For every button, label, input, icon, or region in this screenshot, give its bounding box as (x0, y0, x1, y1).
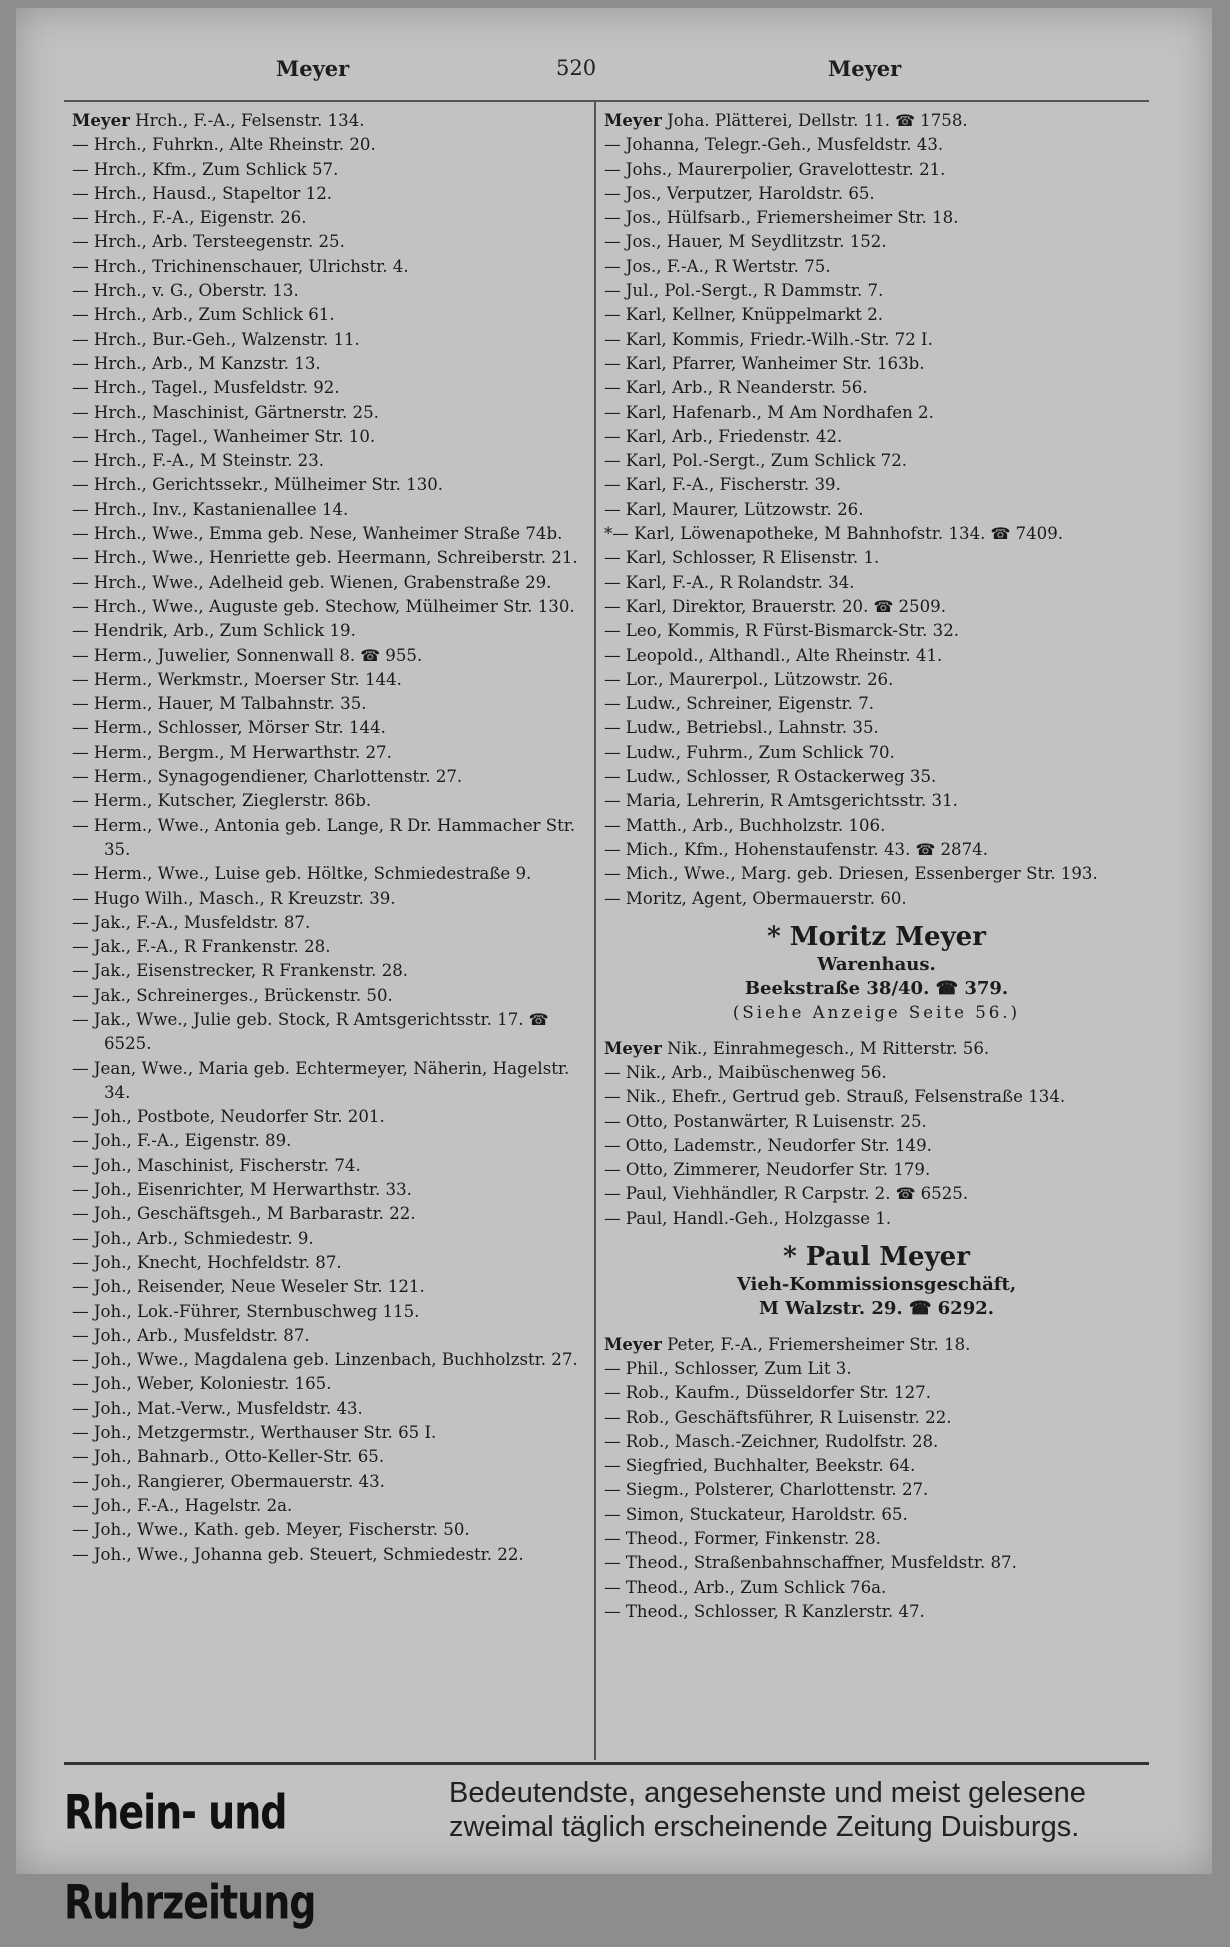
entry-text: — Matth., Arb., Buchholzstr. 106. (604, 815, 886, 835)
entry-surname: Meyer (604, 110, 662, 130)
directory-entry (604, 1454, 1149, 1478)
directory-entry (604, 376, 1149, 400)
directory-entry (72, 595, 582, 619)
directory-entry (72, 1129, 582, 1153)
entry-text: — Hrch., Trichinenschauer, Ulrichstr. 4. (72, 256, 409, 276)
directory-entry (72, 546, 582, 570)
entry-text: — Karl, Arb., Friedenstr. 42. (604, 426, 843, 446)
directory-entry (72, 182, 582, 206)
directory-entry (604, 1182, 1149, 1206)
directory-entry (604, 522, 1149, 546)
ad-phone: 6292. (937, 1298, 995, 1320)
directory-entry (72, 376, 582, 400)
directory-entry (72, 984, 582, 1008)
directory-entry (604, 1332, 1149, 1357)
directory-entry (72, 887, 582, 911)
entry-text: — Phil., Schlosser, Zum Lit 3. (604, 1358, 852, 1378)
entry-text: — Herm., Hauer, M Talbahnstr. 35. (72, 694, 367, 714)
phone-icon: ☎ (868, 596, 899, 616)
directory-entry (604, 1600, 1149, 1624)
entry-text: — Joh., Wwe., Magdalena geb. Linzenbach, Buchholzstr. 27. (72, 1350, 578, 1370)
directory-entry (72, 644, 582, 668)
directory-entry (72, 619, 582, 643)
entry-text: — Karl, Pfarrer, Wanheimer Str. 163b. (604, 353, 925, 373)
directory-entry (72, 668, 582, 692)
directory-entry (72, 401, 582, 425)
directory-entry (72, 230, 582, 254)
entry-text: — Herm., Bergm., M Herwarthstr. 27. (72, 742, 392, 762)
directory-entry (604, 1551, 1149, 1575)
entry-text: — Paul, Handl.-Geh., Holzgasse 1. (604, 1208, 892, 1228)
entry-text: — Hrch., Arb., M Kanzstr. 13. (72, 353, 321, 373)
directory-entry (604, 425, 1149, 449)
directory-entry (604, 1381, 1149, 1405)
entry-text: — Theod., Arb., Zum Schlick 76a. (604, 1577, 887, 1597)
directory-entry (604, 765, 1149, 789)
directory-entry (604, 862, 1149, 886)
directory-entry (604, 1357, 1149, 1381)
entry-text: *— Karl, Löwenapotheke, M Bahnhofstr. 134. (604, 524, 986, 544)
directory-entry (604, 1503, 1149, 1527)
directory-entry (72, 1227, 582, 1251)
entry-text: — Nik., Ehefr., Gertrud geb. Strauß, Felsenstraße 134. (604, 1087, 1066, 1107)
entry-text: — Otto, Postanwärter, R Luisenstr. 25. (604, 1111, 927, 1131)
entry-text: — Ludw., Betriebsl., Lahnstr. 35. (604, 718, 879, 738)
entry-text: — Mich., Kfm., Hohenstaufenstr. 43. (604, 839, 911, 859)
entry-text: — Jak., Eisenstrecker, R Frankenstr. 28. (72, 961, 409, 981)
directory-entry (604, 255, 1149, 279)
entry-surname: Meyer (72, 110, 130, 130)
entry-text: — Herm., Kutscher, Zieglerstr. 86b. (72, 791, 372, 811)
directory-entry (604, 887, 1149, 911)
entry-text: — Leo, Kommis, R Fürst-Bismarck-Str. 32. (604, 621, 960, 641)
entry-text: — Lor., Maurerpol., Lützowstr. 26. (604, 669, 894, 689)
entry-text: — Joh., Arb., Schmiedestr. 9. (72, 1228, 314, 1248)
entry-surname: Meyer (604, 1037, 662, 1058)
newspaper-tagline (449, 1776, 1149, 1844)
directory-entry (72, 1300, 582, 1324)
page-header (16, 56, 1212, 96)
directory-entry (72, 741, 582, 765)
entry-text: — Herm., Juwelier, Sonnenwall 8. (72, 645, 356, 665)
directory-entry (604, 789, 1149, 813)
entry-text: — Jos., F.-A., R Wertstr. 75. (604, 256, 831, 276)
entry-surname: Meyer (604, 1333, 662, 1354)
directory-page (16, 8, 1212, 1930)
ad-street: Beekstraße 38/40. (744, 978, 930, 1000)
entry-text: — Karl, F.-A., Fischerstr. 39. (604, 475, 841, 495)
page-number: 520 (556, 56, 597, 80)
directory-entry (604, 182, 1149, 206)
directory-entry (72, 1178, 582, 1202)
entry-text: — Hrch., Gerichtssekr., Mülheimer Str. 130. (72, 475, 444, 495)
directory-entry (604, 1061, 1149, 1085)
entry-text: — Simon, Stuckateur, Haroldstr. 65. (604, 1504, 908, 1524)
entry-text: — Herm., Schlosser, Mörser Str. 144. (72, 718, 386, 738)
phone-icon: ☎ (908, 1298, 932, 1320)
directory-entry (72, 133, 582, 157)
entry-text: — Karl, Kellner, Knüppelmarkt 2. (604, 305, 884, 325)
entry-text: — Siegm., Polsterer, Charlottenstr. 27. (604, 1480, 929, 1500)
entry-text: — Johanna, Telegr.-Geh., Musfeldstr. 43. (604, 135, 944, 155)
directory-entry (604, 814, 1149, 838)
header-rule (64, 100, 1149, 102)
phone-icon: ☎ (935, 978, 959, 1000)
entry-text: — Jak., F.-A., Musfeldstr. 87. (72, 912, 311, 932)
directory-entry (72, 1202, 582, 1226)
entry-text: — Karl, Pol.-Sergt., Zum Schlick 72. (604, 451, 908, 471)
entry-text: — Joh., Reisender, Neue Weseler Str. 121. (72, 1277, 425, 1297)
directory-entry (72, 1372, 582, 1396)
directory-entry (72, 911, 582, 935)
tagline-line-2: zweimal täglich erscheinende Zeitung Duisburgs. (449, 1811, 1080, 1843)
entry-text: — Nik., Arb., Maibüschenweg 56. (604, 1062, 887, 1082)
entry-text: — Rob., Masch.-Zeichner, Rudolfstr. 28. (604, 1431, 939, 1451)
entry-text: — Moritz, Agent, Obermauerstr. 60. (604, 888, 907, 908)
directory-entry (604, 838, 1149, 862)
entry-text: — Joh., Bahnarb., Otto-Keller-Str. 65. (72, 1447, 385, 1467)
directory-entry (604, 1036, 1149, 1061)
right-column (604, 108, 1149, 1624)
directory-entry (72, 959, 582, 983)
directory-entry (604, 108, 1149, 133)
directory-entry (604, 230, 1149, 254)
entry-text: — Herm., Synagogendiener, Charlottenstr. 27. (72, 767, 463, 787)
directory-entry (604, 692, 1149, 716)
directory-entry (72, 1324, 582, 1348)
entry-text: — Joh., Postbote, Neudorfer Str. 201. (72, 1107, 385, 1127)
directory-entry (604, 206, 1149, 230)
directory-entry (604, 303, 1149, 327)
ad-note: (Siehe Anzeige Seite 56.) (732, 1003, 1021, 1023)
directory-entry (72, 1421, 582, 1445)
directory-entry (72, 716, 582, 740)
entry-phone: 7409. (1015, 524, 1064, 544)
entry-text: — Jos., Hauer, M Seydlitzstr. 152. (604, 232, 887, 252)
phone-icon: ☎ (523, 1009, 549, 1029)
directory-entry (604, 1527, 1149, 1551)
directory-entry (72, 279, 582, 303)
directory-entry (72, 206, 582, 230)
entry-text: — Herm., Werkmstr., Moerser Str. 144. (72, 669, 402, 689)
directory-entry (604, 1430, 1149, 1454)
directory-entry (604, 668, 1149, 692)
entry-text: — Hrch., Kfm., Zum Schlick 57. (72, 159, 339, 179)
entry-phone: 1758. (920, 111, 968, 130)
directory-entry (72, 935, 582, 959)
ad-phone: 379. (964, 978, 1009, 1000)
directory-entry (604, 133, 1149, 157)
entry-text: Joha. Plätterei, Dellstr. 11. (667, 111, 891, 130)
directory-entry (604, 1158, 1149, 1182)
directory-entry (604, 716, 1149, 740)
entry-text: — Karl, Hafenarb., M Am Nordhafen 2. (604, 402, 934, 422)
directory-entry (72, 814, 582, 863)
phone-icon: ☎ (890, 1184, 921, 1204)
directory-entry (604, 1576, 1149, 1600)
directory-entry (72, 765, 582, 789)
ad-title: * Moritz Meyer (767, 921, 986, 952)
entry-text: — Hrch., Arb. Tersteegenstr. 25. (72, 232, 345, 252)
entry-text: — Joh., Maschinist, Fischerstr. 74. (72, 1155, 361, 1175)
entry-text: — Herm., Wwe., Luise geb. Höltke, Schmiedestraße 9. (72, 864, 532, 884)
entry-text: — Herm., Wwe., Antonia geb. Lange, R Dr. Hammacher Str. 35. (72, 815, 576, 859)
entry-text: — Maria, Lehrerin, R Amtsgerichtsstr. 31. (604, 791, 958, 811)
entry-text: — Joh., Wwe., Johanna geb. Steuert, Schmiedestr. 22. (72, 1544, 524, 1564)
footer-rule (64, 1762, 1149, 1765)
entry-text: Nik., Einrahmegesch., M Ritterstr. 56. (667, 1038, 990, 1058)
right-entries-b (604, 1036, 1149, 1231)
entry-text: — Joh., Weber, Koloniestr. 165. (72, 1374, 332, 1394)
entry-text: Peter, F.-A., Friemersheimer Str. 18. (667, 1334, 971, 1354)
entry-text: — Jak., Wwe., Julie geb. Stock, R Amtsgerichtsstr. 17. (72, 1009, 524, 1029)
directory-entry (72, 473, 582, 497)
directory-entry (604, 449, 1149, 473)
entry-text: — Hrch., Inv., Kastanienallee 14. (72, 499, 349, 519)
ad-title: * Paul Meyer (783, 1242, 970, 1273)
directory-entry (604, 644, 1149, 668)
ad-address (604, 1297, 1149, 1321)
directory-entry (604, 619, 1149, 643)
directory-entry (72, 1494, 582, 1518)
directory-entry (604, 1207, 1149, 1231)
directory-entry (604, 1478, 1149, 1502)
phone-icon: ☎ (985, 524, 1016, 544)
entry-text: — Joh., Lok.-Führer, Sternbuschweg 115. (72, 1301, 420, 1321)
entry-text: — Otto, Lademstr., Neudorfer Str. 149. (604, 1135, 932, 1155)
directory-entry (604, 571, 1149, 595)
entry-phone: 2509. (898, 596, 946, 616)
directory-entry (604, 279, 1149, 303)
directory-entry (72, 789, 582, 813)
entry-text: — Hrch., Tagel., Musfeldstr. 92. (72, 378, 340, 398)
directory-entry (72, 352, 582, 376)
directory-entry (72, 1105, 582, 1129)
entry-text: — Joh., F.-A., Hagelstr. 2a. (72, 1495, 293, 1515)
directory-entry (72, 692, 582, 716)
entry-text: — Rob., Geschäftsführer, R Luisenstr. 22. (604, 1407, 952, 1427)
entry-text: — Ludw., Schreiner, Eigenstr. 7. (604, 694, 875, 714)
phone-icon: ☎ (910, 839, 941, 859)
directory-entry (604, 401, 1149, 425)
ad-street: M Walzstr. 29. (758, 1298, 903, 1320)
entry-text: — Theod., Schlosser, R Kanzlerstr. 47. (604, 1601, 925, 1621)
entry-text: — Jak., F.-A., R Frankenstr. 28. (72, 937, 331, 957)
entry-text: — Karl, Direktor, Brauerstr. 20. (604, 596, 869, 616)
newspaper-logo: Rhein- und Ruhrzeitung (64, 1784, 316, 1930)
entry-text: — Hrch., v. G., Oberstr. 13. (72, 281, 299, 301)
ad-line: Vieh-Kommissionsgeschäft, (736, 1274, 1017, 1296)
entry-text: — Hrch., Fuhrkn., Alte Rheinstr. 20. (72, 135, 376, 155)
entry-text: — Johs., Maurerpolier, Gravelottestr. 21. (604, 159, 946, 179)
entry-phone: 2874. (940, 839, 988, 859)
directory-entry (72, 449, 582, 473)
directory-entry (604, 1110, 1149, 1134)
header-right-name: Meyer (828, 56, 902, 81)
entry-text: — Hrch., Wwe., Emma geb. Nese, Wanheimer Straße 74b. (72, 524, 563, 544)
entry-text: — Leopold., Althandl., Alte Rheinstr. 41. (604, 645, 943, 665)
directory-entry (72, 328, 582, 352)
directory-entry (72, 1348, 582, 1372)
entry-text: — Theod., Straßenbahnschaffner, Musfeldstr. 87. (604, 1553, 1017, 1573)
directory-entry (604, 498, 1149, 522)
entry-text: — Joh., Mat.-Verw., Musfeldstr. 43. (72, 1398, 363, 1418)
directory-entry (72, 1275, 582, 1299)
right-entries-c (604, 1332, 1149, 1625)
entry-text: — Rob., Kaufm., Düsseldorfer Str. 127. (604, 1383, 931, 1403)
entry-text: — Hrch., Wwe., Adelheid geb. Wienen, Grabenstraße 29. (72, 572, 552, 592)
directory-entry (72, 255, 582, 279)
entry-text: — Jos., Verputzer, Haroldstr. 65. (604, 183, 875, 203)
directory-entry (72, 158, 582, 182)
entry-text: — Karl, Arb., R Neanderstr. 56. (604, 378, 868, 398)
directory-entry (604, 473, 1149, 497)
column-divider (594, 100, 596, 1760)
entry-text: — Joh., Knecht, Hochfeldstr. 87. (72, 1252, 342, 1272)
phone-icon: ☎ (355, 645, 386, 665)
entry-text: — Hugo Wilh., Masch., R Kreuzstr. 39. (72, 888, 396, 908)
entry-text: — Hrch., Maschinist, Gärtnerstr. 25. (72, 402, 379, 422)
entry-text: — Joh., Eisenrichter, M Herwarthstr. 33. (72, 1180, 412, 1200)
ad-paul-meyer (604, 1241, 1149, 1322)
entry-text: — Ludw., Fuhrm., Zum Schlick 70. (604, 742, 895, 762)
entry-text: — Theod., Former, Finkenstr. 28. (604, 1529, 881, 1549)
directory-entry (604, 1406, 1149, 1430)
directory-entry (72, 522, 582, 546)
directory-entry (72, 1251, 582, 1275)
entry-phone: 955. (385, 645, 423, 665)
directory-entry (72, 425, 582, 449)
entry-text: — Joh., Geschäftsgeh., M Barbarastr. 22. (72, 1204, 416, 1224)
entry-text: Hrch., F.-A., Felsenstr. 134. (135, 111, 365, 130)
entry-text: — Joh., Arb., Musfeldstr. 87. (72, 1325, 310, 1345)
entry-text: — Hrch., Wwe., Henriette geb. Heermann, Schreiberstr. 21. (72, 548, 578, 568)
entry-text: — Jos., Hülfsarb., Friemersheimer Str. 18. (604, 208, 959, 228)
entry-text: — Hrch., F.-A., M Steinstr. 23. (72, 451, 325, 471)
entry-text: — Jak., Schreinerges., Brückenstr. 50. (72, 985, 393, 1005)
entry-text: — Joh., Wwe., Kath. geb. Meyer, Fischerstr. 50. (72, 1520, 470, 1540)
header-left-name: Meyer (276, 56, 350, 81)
left-column (72, 108, 582, 1567)
entry-text: — Karl, Maurer, Lützowstr. 26. (604, 499, 864, 519)
entry-text: — Paul, Viehhändler, R Carpstr. 2. (604, 1184, 891, 1204)
directory-entry (72, 1057, 582, 1106)
entry-text: — Karl, Schlosser, R Elisenstr. 1. (604, 548, 880, 568)
entry-text: — Karl, Kommis, Friedr.-Wilh.-Str. 72 I. (604, 329, 933, 349)
directory-entry (72, 1008, 582, 1057)
entry-text: — Hrch., Bur.-Geh., Walzenstr. 11. (72, 329, 360, 349)
entry-text: — Karl, F.-A., R Rolandstr. 34. (604, 572, 855, 592)
directory-entry (604, 328, 1149, 352)
directory-entry (72, 108, 582, 133)
directory-entry (72, 1470, 582, 1494)
entry-phone: 6525. (104, 1034, 152, 1054)
phone-icon: ☎ (890, 111, 921, 130)
entry-text: — Jul., Pol.-Sergt., R Dammstr. 7. (604, 281, 884, 301)
entry-text: — Joh., Rangierer, Obermauerstr. 43. (72, 1471, 385, 1491)
entry-text: — Hrch., Arb., Zum Schlick 61. (72, 305, 335, 325)
entry-phone: 6525. (920, 1184, 969, 1204)
directory-entry (72, 498, 582, 522)
entry-text: — Siegfried, Buchhalter, Beekstr. 64. (604, 1456, 916, 1476)
directory-entry (604, 546, 1149, 570)
entry-text: — Jean, Wwe., Maria geb. Echtermeyer, Näherin, Hagelstr. 34. (72, 1058, 570, 1102)
right-entries-a (604, 108, 1149, 911)
entry-text: — Hendrik, Arb., Zum Schlick 19. (72, 621, 356, 641)
ad-line: Warenhaus. (817, 953, 936, 975)
entry-text: — Hrch., F.-A., Eigenstr. 26. (72, 208, 307, 228)
entry-text: — Otto, Zimmerer, Neudorfer Str. 179. (604, 1160, 931, 1180)
directory-entry (72, 1518, 582, 1542)
directory-entry (604, 741, 1149, 765)
entry-text: — Hrch., Hausd., Stapeltor 12. (72, 183, 333, 203)
directory-entry (72, 571, 582, 595)
newspaper-banner (64, 1776, 1149, 1930)
directory-entry (72, 1397, 582, 1421)
directory-entry (604, 595, 1149, 619)
directory-entry (604, 1134, 1149, 1158)
entry-text: — Mich., Wwe., Marg. geb. Driesen, Essenberger Str. 193. (604, 864, 1098, 884)
directory-entry (72, 1445, 582, 1469)
ad-moritz-meyer (604, 921, 1149, 1026)
directory-entry (604, 352, 1149, 376)
directory-entry (72, 1154, 582, 1178)
entry-text: — Hrch., Wwe., Auguste geb. Stechow, Mülheimer Str. 130. (72, 596, 575, 616)
directory-entry (604, 158, 1149, 182)
entry-text: — Hrch., Tagel., Wanheimer Str. 10. (72, 426, 376, 446)
entry-text: — Joh., Metzgermstr., Werthauser Str. 65 I. (72, 1423, 437, 1443)
tagline-line-1: Bedeutendste, angesehenste und meist gelesene (449, 1777, 1086, 1809)
directory-entry (72, 303, 582, 327)
directory-entry (72, 862, 582, 886)
ad-address (604, 977, 1149, 1001)
directory-entry (604, 1085, 1149, 1109)
entry-text: — Ludw., Schlosser, R Ostackerweg 35. (604, 767, 937, 787)
entry-text: — Joh., F.-A., Eigenstr. 89. (72, 1131, 292, 1151)
directory-entry (72, 1543, 582, 1567)
